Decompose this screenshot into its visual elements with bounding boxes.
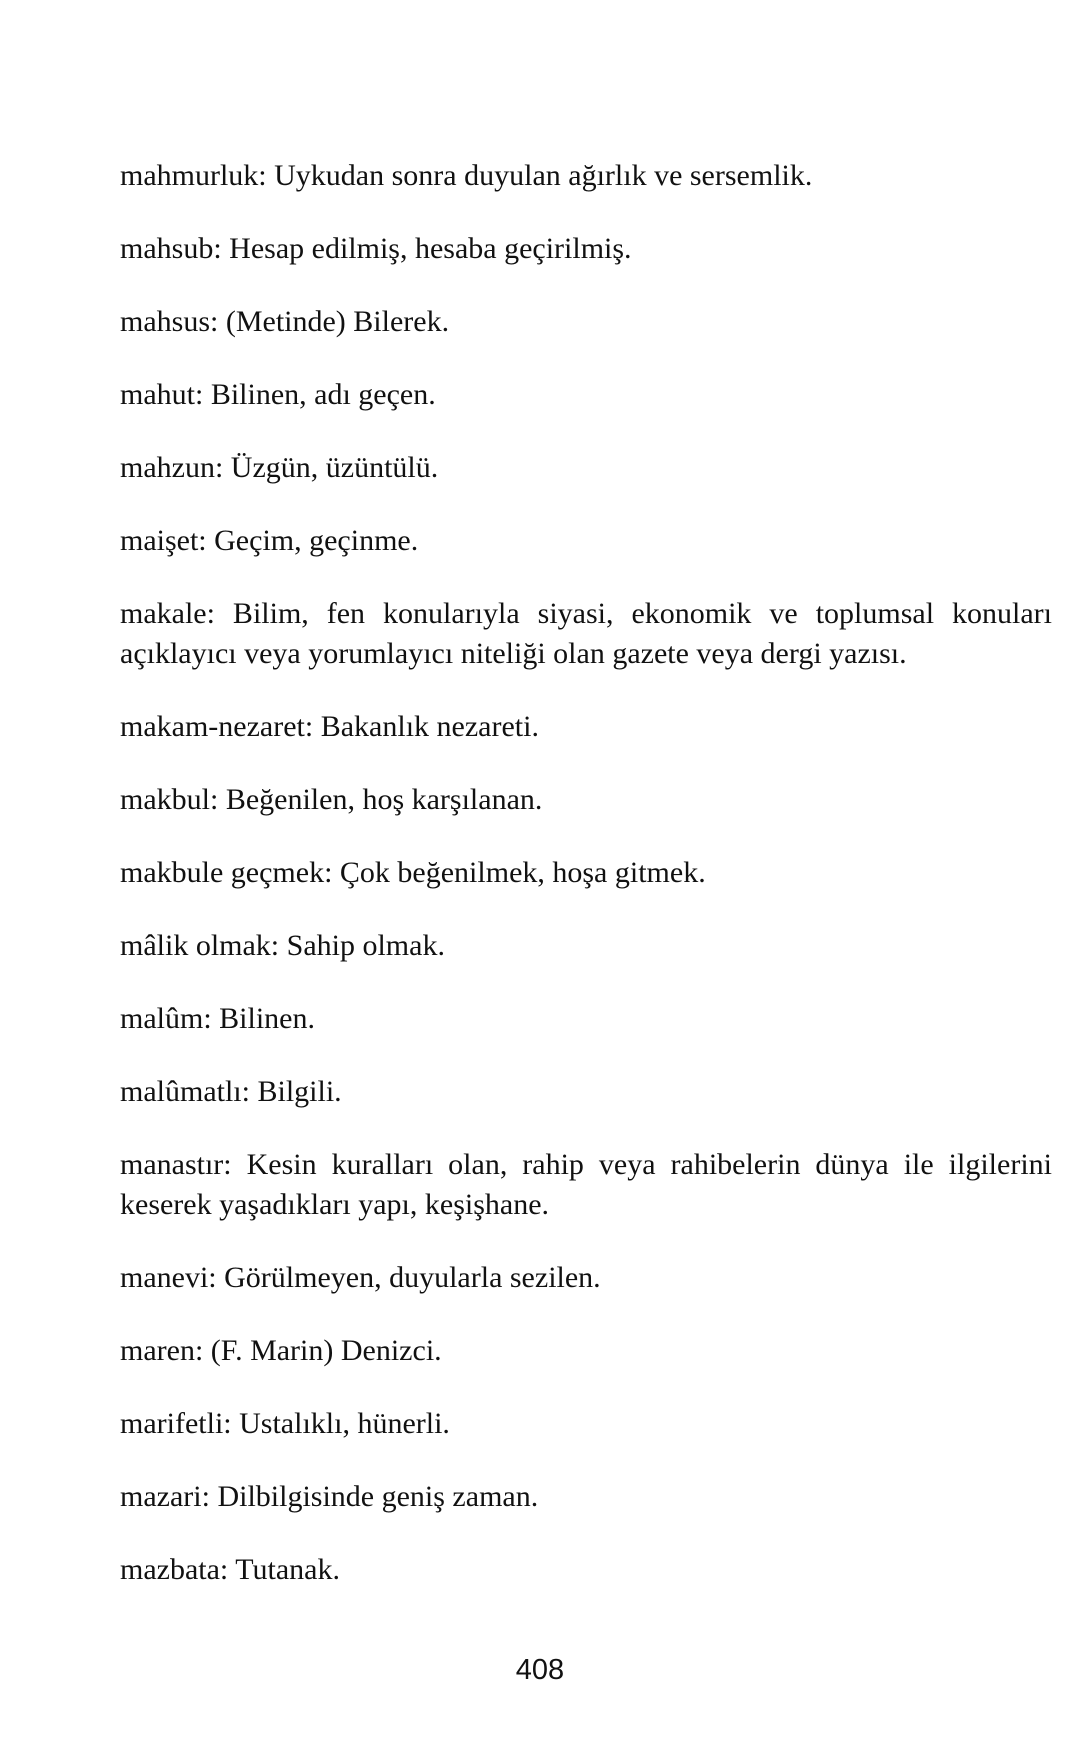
entry-mahmurluk: mahmurluk: Uykudan sonra duyulan ağırlık ve sersemlik. xyxy=(120,159,813,192)
entry-marifetli: marifetli: Ustalıklı, hünerli. xyxy=(120,1407,450,1440)
page-number: 408 xyxy=(515,1654,565,1686)
entry-makam-nezaret: makam-nezaret: Bakanlık nezareti. xyxy=(120,710,539,743)
entry-mahzun: mahzun: Üzgün, üzüntülü. xyxy=(120,451,439,484)
glossary-page xyxy=(120,156,1052,1623)
entry-malik-olmak: mâlik olmak: Sahip olmak. xyxy=(120,929,445,962)
entry-mazari: mazari: Dilbilgisinde geniş zaman. xyxy=(120,1480,539,1513)
entry-mazbata: mazbata: Tutanak. xyxy=(120,1553,340,1586)
entry-manastir: manastır: Kesin kuralları olan, rahip veya rahibelerin dünya ile ilgilerini keserek yaşadıkları yapı, keşişhane. xyxy=(120,1148,1052,1221)
entry-malumatli: malûmatlı: Bilgili. xyxy=(120,1075,342,1108)
entry-makale: makale: Bilim, fen konularıyla siyasi, ekonomik ve toplumsal konuları açıklayıcı veya yorumlayıcı niteliği olan gazete veya dergi yazısı. xyxy=(120,597,1052,670)
entry-malum: malûm: Bilinen. xyxy=(120,1002,315,1035)
entry-mahsub: mahsub: Hesap edilmiş, hesaba geçirilmiş. xyxy=(120,232,632,265)
entry-makbul: makbul: Beğenilen, hoş karşılanan. xyxy=(120,783,543,816)
entry-maren: maren: (F. Marin) Denizci. xyxy=(120,1334,442,1367)
entry-manevi: manevi: Görülmeyen, duyularla sezilen. xyxy=(120,1261,601,1294)
entry-mahsus: mahsus: (Metinde) Bilerek. xyxy=(120,305,450,338)
entry-makbule-gecmek: makbule geçmek: Çok beğenilmek, hoşa gitmek. xyxy=(120,856,706,889)
entry-maiset: maişet: Geçim, geçinme. xyxy=(120,524,419,557)
entry-mahut: mahut: Bilinen, adı geçen. xyxy=(120,378,436,411)
